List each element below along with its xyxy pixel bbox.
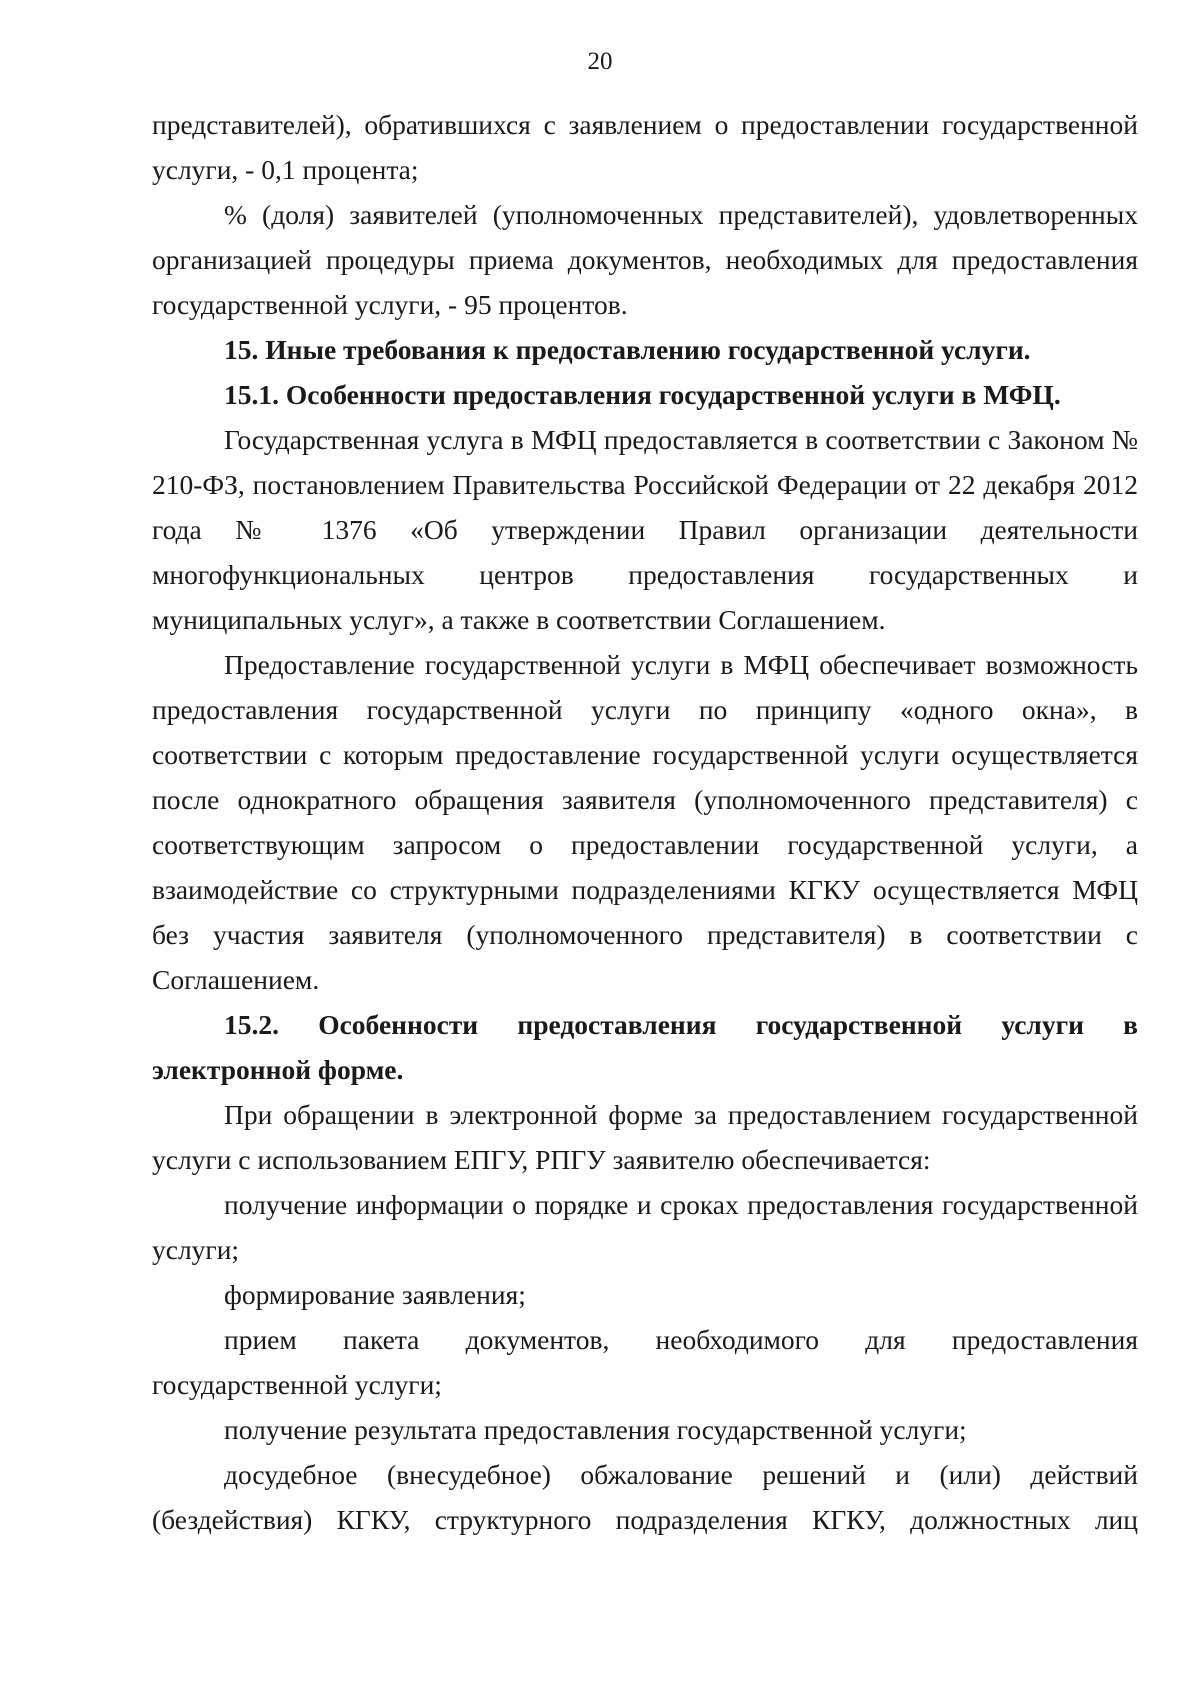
paragraph-mfc-law: Государственная услуга в МФЦ предоставляется в соответствии с Законом № 210-ФЗ, постановлением Правительства Российской Федерации от 22 декабря 2012 года № 1376 «Об утверждении Правил организации деятельности многофункциональных центров предоставления государственных и муниципальных услуг», а также в соответствии Соглашением. [152, 424, 1138, 635]
paragraph-continuation: представителей), обратившихся с заявлением о предоставлении государственной услуги, - 0,1 процента; [152, 109, 1138, 185]
paragraph-electronic-intro: При обращении в электронной форме за предоставлением государственной услуги с использованием ЕПГУ, РПГУ заявителю обеспечивается: [152, 1099, 1138, 1175]
list-item-result: получение результата предоставления государственной услуги; [224, 1414, 967, 1445]
list-item-documents: прием пакета документов, необходимого для предоставления государственной услуги; [152, 1324, 1138, 1400]
section-heading-15: 15. Иные требования к предоставлению государственной услуги. [224, 334, 1031, 365]
list-item-information: получение информации о порядке и сроках предоставления государственной услуги; [152, 1189, 1138, 1265]
document-body [152, 102, 1138, 1542]
list-item-application-form: формирование заявления; [224, 1279, 526, 1310]
section-heading-15-2: 15.2. Особенности предоставления государственной услуги в электронной форме. [152, 1009, 1138, 1085]
page-number: 20 [587, 48, 613, 75]
paragraph-applicant-share: % (доля) заявителей (уполномоченных представителей), удовлетворенных организацией процедуры приема документов, необходимых для предоставления государственной услуги, - 95 процентов. [152, 199, 1138, 320]
list-item-appeal: досудебное (внесудебное) обжалование решений и (или) действий (бездействия) КГКУ, структурного подразделения КГКУ, должностных лиц [152, 1459, 1138, 1535]
paragraph-one-window: Предоставление государственной услуги в МФЦ обеспечивает возможность предоставления государственной услуги по принципу «одного окна», в соответствии с которым предоставление государственной услуги осуществляется после однократного обращения заявителя (уполномоченного представителя) с соответствующим запросом о предоставлении государственной услуги, а взаимодействие со структурными подразделениями КГКУ осуществляется МФЦ без участия заявителя (уполномоченного представителя) в соответствии с Соглашением. [152, 649, 1138, 995]
section-heading-15-1: 15.1. Особенности предоставления государственной услуги в МФЦ. [224, 379, 1061, 410]
